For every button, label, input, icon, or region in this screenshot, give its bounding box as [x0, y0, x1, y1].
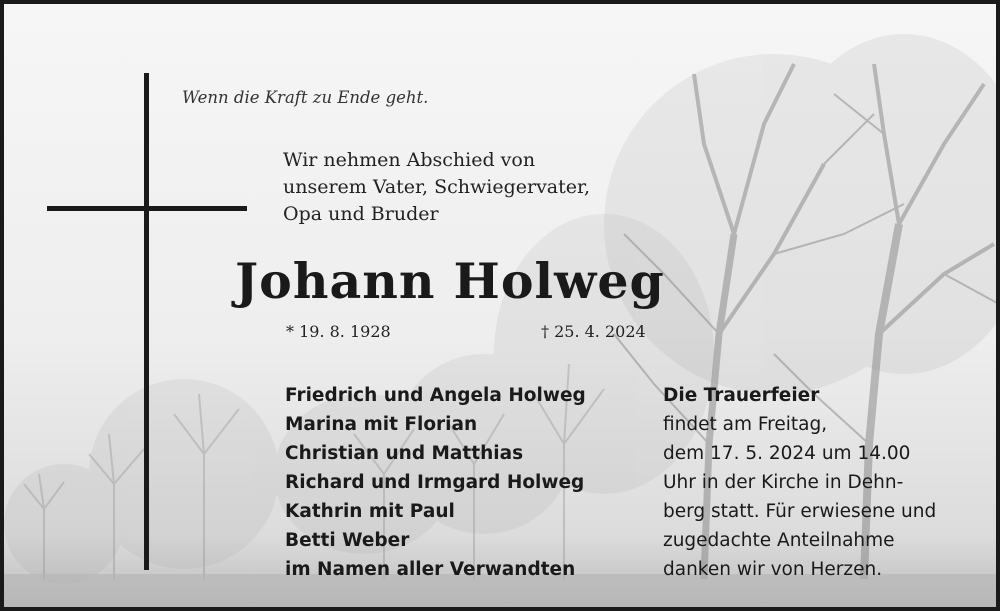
intro-line: Opa und Bruder — [283, 203, 439, 225]
funeral-line: zugedachte Anteilnahme — [663, 530, 895, 551]
mourner-line: Friedrich und Angela Holweg — [285, 385, 586, 406]
intro-line: Wir nehmen Abschied von — [283, 149, 536, 171]
funeral-title: Die Trauerfeier — [663, 385, 820, 406]
motto: Wenn die Kraft zu Ende geht. — [182, 88, 429, 107]
funeral-line: Uhr in der Kirche in Dehn- — [663, 472, 904, 493]
intro-line: unserem Vater, Schwiegervater, — [283, 176, 591, 198]
mourner-line: Christian und Matthias — [285, 443, 524, 464]
intro-text — [283, 147, 590, 228]
cross-horizontal-bar — [47, 206, 247, 211]
mourner-line: Betti Weber — [285, 530, 410, 551]
mourner-line: Richard und Irmgard Holweg — [285, 472, 585, 493]
funeral-line: dem 17. 5. 2024 um 14.00 — [663, 443, 911, 464]
cross-vertical-bar — [144, 73, 149, 570]
mourner-line: Kathrin mit Paul — [285, 501, 455, 522]
mourner-line: Marina mit Florian — [285, 414, 478, 435]
birth-date: * 19. 8. 1928 — [286, 322, 391, 341]
crowns-right — [604, 34, 1000, 394]
funeral-line: danken wir von Herzen. — [663, 559, 883, 580]
mourners-list — [285, 381, 586, 584]
funeral-notice — [663, 381, 936, 584]
mourner-line: im Namen aller Verwandten — [285, 559, 576, 580]
funeral-line: findet am Freitag, — [663, 414, 828, 435]
funeral-line: berg statt. Für erwiesene und — [663, 501, 937, 522]
death-date: † 25. 4. 2024 — [541, 322, 646, 341]
deceased-name: Johann Holweg — [235, 252, 665, 310]
